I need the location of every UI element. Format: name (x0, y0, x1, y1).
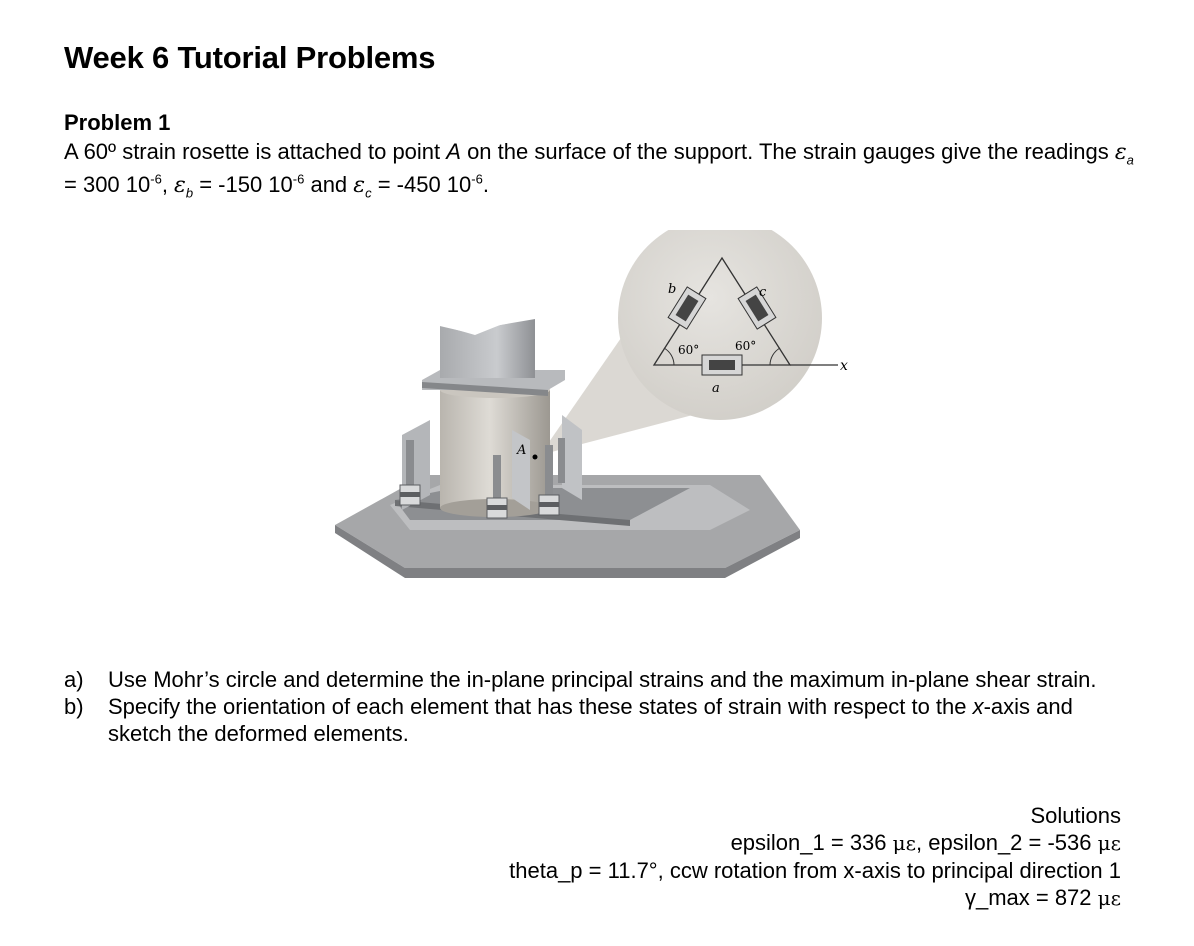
strain-value: = 300 10 (64, 172, 151, 197)
strain-symbol: ε (1114, 140, 1127, 165)
gauge-label-b: b (668, 282, 677, 297)
strain-exponent: -6 (471, 171, 483, 187)
gauge-label-a: a (712, 381, 720, 396)
strain-subscript: a (1126, 152, 1134, 168)
strain-symbol: ε (174, 173, 186, 198)
question-text-part: -axis and sketch the deformed elements. (108, 694, 1073, 746)
strain-symbol: ε (353, 173, 366, 198)
strain-separator: . (482, 172, 489, 197)
question-text-part: Use Mohr’s circle and determine the in-plane principal strains and the maximum in-plane shear strain. (108, 667, 1097, 692)
problem-heading: Problem 1 (64, 110, 171, 135)
unit-microstrain: με (1097, 831, 1121, 855)
question-item (64, 693, 1124, 747)
gauge-a (702, 355, 742, 375)
solution-text: γ_max = 872 (964, 885, 1098, 910)
point-a-marker (533, 455, 538, 460)
strain-exponent: -6 (292, 171, 305, 187)
solution-principal-strains (509, 829, 1121, 857)
support-rosette-figure (330, 230, 850, 595)
question-item (64, 666, 1124, 693)
solutions-block (509, 802, 1121, 912)
anchor-bolt (558, 438, 565, 483)
question-marker: a) (64, 667, 84, 692)
unit-microstrain: με (1097, 886, 1121, 910)
question-text-part: Specify the orientation of each element that has these states of strain with respect to the (108, 694, 973, 719)
problem-statement (64, 136, 1144, 202)
question-list (64, 666, 1124, 747)
strain-c (353, 171, 489, 201)
strain-b (174, 171, 354, 201)
question-text (108, 666, 1124, 693)
gauge-label-c: c (759, 285, 767, 300)
solution-text: epsilon_1 = 336 (730, 830, 893, 855)
point-label: A (446, 139, 461, 164)
strain-exponent: -6 (150, 171, 162, 187)
solutions-heading: Solutions (1030, 803, 1121, 828)
strain-separator: , (161, 172, 175, 197)
angle-label-left: 60° (678, 343, 700, 357)
solution-principal-angle: theta_p = 11.7°, ccw rotation from x-axis to principal direction 1 (509, 858, 1121, 883)
x-axis-label: x (840, 358, 848, 374)
unit-microstrain: με (892, 831, 916, 855)
upper-post (440, 318, 535, 378)
intro-text-1: A 60º strain rosette is attached to point (64, 139, 447, 164)
intro-text-2: on the surface of the support. The strain gauges give the readings (460, 139, 1115, 164)
statement-paragraph (64, 136, 1144, 202)
question-marker: b) (64, 694, 84, 719)
strain-separator: and (304, 172, 354, 197)
solution-max-shear (509, 884, 1121, 912)
strain-subscript: b (185, 185, 194, 201)
strain-value: = -150 10 (193, 172, 293, 197)
page-title: Week 6 Tutorial Problems (64, 40, 436, 75)
strain-value: = -450 10 (371, 172, 472, 197)
angle-label-right: 60° (735, 339, 757, 353)
question-text-italic: x (972, 694, 984, 719)
strain-subscript: c (365, 185, 372, 201)
point-a-label: A (517, 443, 527, 458)
question-text (108, 693, 1124, 747)
solution-text: , epsilon_2 = -536 (916, 830, 1098, 855)
